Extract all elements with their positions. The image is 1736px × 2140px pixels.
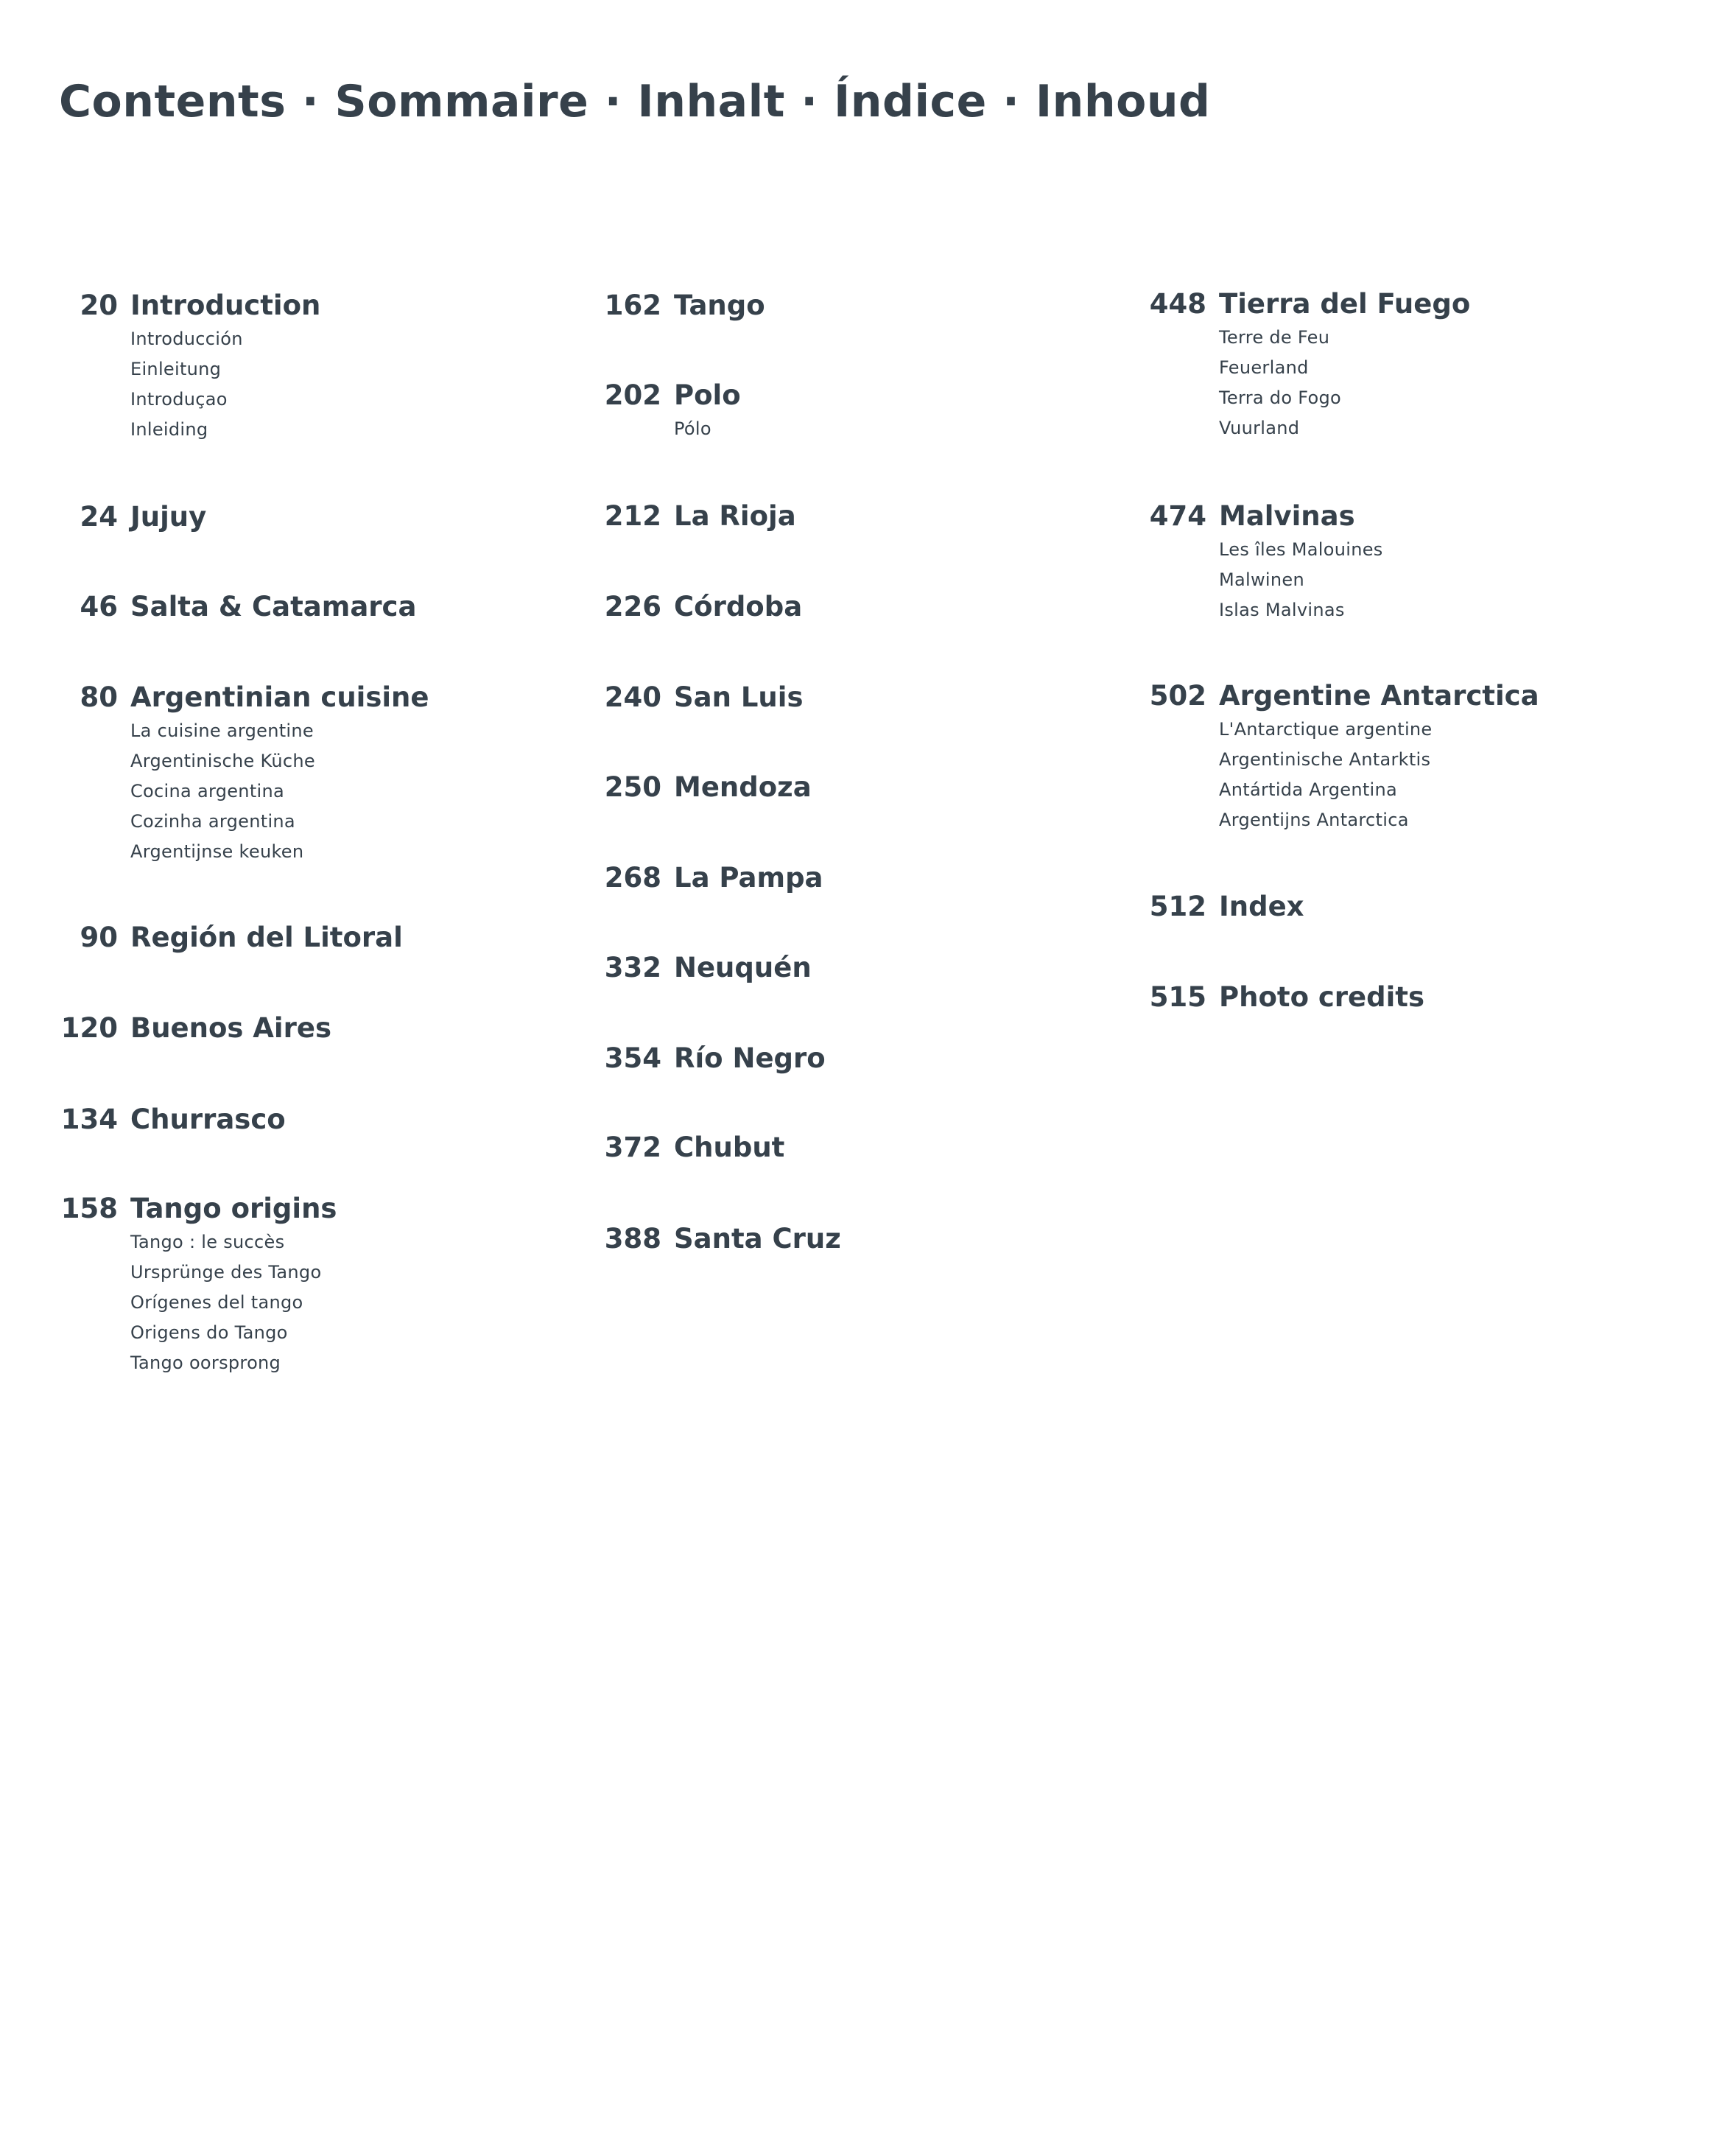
chapter-title: Córdoba bbox=[674, 590, 803, 622]
chapter-title: Argentinian cuisine bbox=[130, 681, 429, 713]
translated-title: Inleiding bbox=[130, 419, 208, 440]
chapter-title: Tierra del Fuego bbox=[1219, 287, 1471, 320]
translated-title: Vuurland bbox=[1219, 418, 1300, 438]
page-number: 24 bbox=[80, 500, 118, 533]
toc-entry-heading[interactable] bbox=[573, 1129, 784, 1165]
toc-entry-heading[interactable] bbox=[573, 769, 812, 804]
toc-entry-heading[interactable] bbox=[1118, 498, 1383, 533]
toc-entry-heading[interactable] bbox=[573, 860, 823, 895]
toc-entry[interactable] bbox=[29, 499, 206, 534]
translated-titles bbox=[1118, 715, 1539, 835]
toc-entry[interactable] bbox=[573, 1221, 841, 1256]
chapter-title: Salta & Catamarca bbox=[130, 590, 417, 622]
toc-entry-heading[interactable] bbox=[29, 1101, 286, 1137]
page-number: 474 bbox=[1149, 499, 1206, 532]
toc-entry[interactable] bbox=[29, 679, 429, 867]
toc-entry[interactable] bbox=[573, 287, 765, 323]
page-number: 250 bbox=[604, 771, 661, 803]
page-number: 212 bbox=[604, 499, 661, 532]
toc-entry[interactable] bbox=[29, 1101, 286, 1137]
chapter-title: Región del Litoral bbox=[130, 921, 403, 953]
page-number: 268 bbox=[604, 861, 661, 894]
translated-title: Les îles Malouines bbox=[1219, 539, 1383, 560]
chapter-title: Neuquén bbox=[674, 951, 812, 983]
translated-title: La cuisine argentine bbox=[130, 720, 314, 741]
toc-entry-heading[interactable] bbox=[29, 499, 206, 534]
page-number: 134 bbox=[60, 1103, 118, 1135]
translated-title: Argentinische Antarktis bbox=[1219, 749, 1431, 770]
toc-entry-heading[interactable] bbox=[573, 287, 765, 323]
toc-entry-heading[interactable] bbox=[573, 377, 741, 413]
chapter-title: Jujuy bbox=[130, 500, 207, 533]
toc-entry[interactable] bbox=[573, 769, 812, 804]
toc-entry[interactable] bbox=[29, 919, 403, 955]
chapter-title: La Rioja bbox=[674, 499, 796, 532]
translated-title: Introduçao bbox=[130, 389, 228, 410]
toc-entry[interactable] bbox=[29, 589, 416, 624]
toc-entry[interactable] bbox=[1118, 498, 1383, 625]
toc-entry[interactable] bbox=[573, 679, 803, 715]
translated-title: Ursprünge des Tango bbox=[130, 1262, 322, 1283]
toc-entry-heading[interactable] bbox=[29, 919, 403, 955]
toc-entry-heading[interactable] bbox=[1118, 888, 1304, 924]
translated-titles bbox=[29, 716, 429, 867]
toc-entry-heading[interactable] bbox=[573, 1221, 841, 1256]
chapter-title: Buenos Aires bbox=[130, 1011, 331, 1044]
chapter-title: Polo bbox=[674, 379, 741, 411]
page-number: 20 bbox=[80, 289, 118, 321]
translated-title: Feuerland bbox=[1219, 357, 1309, 378]
chapter-title: Argentine Antarctica bbox=[1219, 679, 1539, 712]
translated-title: Cocina argentina bbox=[130, 781, 285, 801]
page-number: 90 bbox=[80, 921, 118, 953]
toc-entry-heading[interactable] bbox=[29, 679, 429, 715]
toc-entry[interactable] bbox=[573, 377, 741, 444]
toc-entry-heading[interactable] bbox=[573, 950, 812, 985]
toc-entry[interactable] bbox=[573, 498, 796, 533]
translated-title: Origens do Tango bbox=[130, 1322, 288, 1343]
translated-title: Argentinische Küche bbox=[130, 751, 315, 771]
chapter-title: Tango origins bbox=[130, 1192, 337, 1224]
page-number: 240 bbox=[604, 681, 661, 713]
page-number: 226 bbox=[604, 590, 661, 622]
translated-titles bbox=[1118, 323, 1470, 443]
chapter-title: Index bbox=[1219, 890, 1304, 922]
toc-entry[interactable] bbox=[573, 860, 823, 895]
toc-entry[interactable] bbox=[573, 589, 802, 624]
toc-entry-heading[interactable] bbox=[573, 589, 802, 624]
translated-title: Tango : le succès bbox=[130, 1232, 285, 1252]
chapter-title: Santa Cruz bbox=[674, 1222, 841, 1255]
toc-entry[interactable] bbox=[29, 1010, 331, 1045]
translated-titles bbox=[29, 1227, 337, 1378]
chapter-title: Introduction bbox=[130, 289, 321, 321]
toc-entry-heading[interactable] bbox=[29, 589, 416, 624]
toc-entry-heading[interactable] bbox=[573, 498, 796, 533]
translated-title: Argentijnse keuken bbox=[130, 841, 304, 862]
translated-title: Orígenes del tango bbox=[130, 1292, 303, 1313]
translated-title: Terre de Feu bbox=[1219, 327, 1330, 348]
page-number: 502 bbox=[1149, 679, 1206, 712]
toc-entry-heading[interactable] bbox=[29, 1010, 331, 1045]
translated-title: Pólo bbox=[674, 418, 711, 439]
translated-title: Introducción bbox=[130, 329, 243, 349]
translated-title: L'Antarctique argentine bbox=[1219, 719, 1433, 740]
chapter-title: Chubut bbox=[674, 1131, 785, 1163]
translated-title: Terra do Fogo bbox=[1219, 387, 1341, 408]
chapter-title: La Pampa bbox=[674, 861, 823, 894]
translated-title: Islas Malvinas bbox=[1219, 600, 1345, 620]
page-number: 202 bbox=[604, 379, 661, 411]
page-number: 372 bbox=[604, 1131, 661, 1163]
toc-entry[interactable] bbox=[1118, 678, 1539, 835]
toc-entry-heading[interactable] bbox=[1118, 678, 1539, 713]
page-title: Contents · Sommaire · Inhalt · Índice · Inhoud bbox=[59, 76, 1211, 127]
toc-entry[interactable] bbox=[1118, 979, 1424, 1014]
toc-entry[interactable] bbox=[573, 1040, 826, 1076]
chapter-title: Mendoza bbox=[674, 771, 812, 803]
translated-titles bbox=[29, 324, 320, 445]
page-number: 80 bbox=[80, 681, 118, 713]
toc-entry[interactable] bbox=[29, 287, 320, 445]
toc-entry[interactable] bbox=[573, 950, 812, 985]
translated-title: Einleitung bbox=[130, 359, 222, 379]
translated-title: Malwinen bbox=[1219, 569, 1304, 590]
translated-title: Antártida Argentina bbox=[1219, 779, 1398, 800]
toc-entry-heading[interactable] bbox=[1118, 286, 1470, 321]
page-number: 354 bbox=[604, 1042, 661, 1074]
toc-entry[interactable] bbox=[29, 1190, 337, 1378]
toc-entry-heading[interactable] bbox=[573, 1040, 826, 1076]
page-number: 158 bbox=[60, 1192, 118, 1224]
toc-entry[interactable] bbox=[573, 1129, 784, 1165]
toc-entry-heading[interactable] bbox=[29, 287, 320, 323]
chapter-title: Tango bbox=[674, 289, 765, 321]
page-number: 46 bbox=[80, 590, 118, 622]
page-number: 515 bbox=[1149, 980, 1206, 1013]
page-number: 162 bbox=[604, 289, 661, 321]
toc-entry-heading[interactable] bbox=[1118, 979, 1424, 1014]
translated-title: Cozinha argentina bbox=[130, 811, 295, 832]
toc-entry-heading[interactable] bbox=[573, 679, 803, 715]
chapter-title: Photo credits bbox=[1219, 980, 1425, 1013]
translated-title: Tango oorsprong bbox=[130, 1353, 281, 1373]
translated-titles bbox=[1118, 535, 1383, 625]
page-number: 512 bbox=[1149, 890, 1206, 922]
toc-entry-heading[interactable] bbox=[29, 1190, 337, 1226]
translated-title: Argentijns Antarctica bbox=[1219, 810, 1409, 830]
chapter-title: San Luis bbox=[674, 681, 804, 713]
page-number: 388 bbox=[604, 1222, 661, 1255]
chapter-title: Churrasco bbox=[130, 1103, 286, 1135]
translated-titles bbox=[573, 414, 741, 444]
chapter-title: Malvinas bbox=[1219, 499, 1355, 532]
page-number: 448 bbox=[1149, 287, 1206, 320]
page-number: 120 bbox=[60, 1011, 118, 1044]
chapter-title: Río Negro bbox=[674, 1042, 826, 1074]
page-number: 332 bbox=[604, 951, 661, 983]
toc-entry[interactable] bbox=[1118, 286, 1470, 443]
toc-entry[interactable] bbox=[1118, 888, 1304, 924]
